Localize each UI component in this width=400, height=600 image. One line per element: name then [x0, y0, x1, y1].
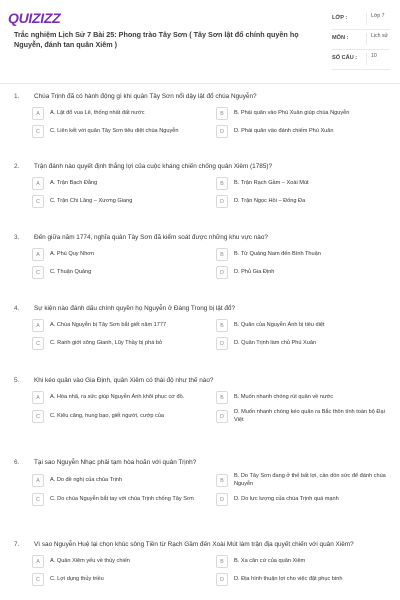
option-text: D. Trận Ngọc Hồi – Đống Đa	[234, 197, 306, 204]
answer-options	[0, 391, 400, 429]
option-letter-box: B	[216, 319, 228, 332]
option-letter-box: A	[32, 248, 44, 261]
option-letter-box: D	[216, 266, 228, 279]
meta-row-grade	[332, 10, 390, 30]
answer-option-d[interactable]	[216, 195, 388, 208]
option-text: A. Lật đổ vua Lê, thống nhất đất nước	[50, 109, 145, 116]
option-letter-box: A	[32, 555, 44, 568]
option-text: C. Trận Chi Lăng – Xương Giang	[50, 197, 133, 204]
answer-option-d[interactable]	[216, 409, 388, 424]
option-text: C. Liên kết với quân Tây Sơn tiêu diệt chúa Nguyễn	[50, 127, 179, 134]
question-number: 1.	[14, 93, 20, 100]
answer-option-d[interactable]	[216, 125, 388, 138]
option-text: D. Quân Trịnh làm chủ Phú Xuân	[234, 339, 317, 346]
question-text: Tại sao Nguyễn Nhạc phải tạm hòa hoãn với quân Trịnh?	[34, 459, 197, 466]
option-text: C. Lợi dụng thủy triều	[50, 575, 104, 582]
option-text: A. Do đề nghị của chúa Trịnh	[50, 476, 123, 483]
question-text: Đến giữa năm 1774, nghĩa quân Tây Sơn đã kiểm soát được những khu vực nào?	[34, 234, 268, 241]
question-header	[0, 233, 400, 242]
question-number: 7.	[14, 541, 20, 548]
option-letter-box: D	[216, 195, 228, 208]
question-number: 5.	[14, 377, 20, 384]
answer-option-b[interactable]	[216, 391, 388, 404]
question-5	[0, 376, 400, 429]
option-text: A. Trận Bạch Đằng	[50, 179, 98, 186]
answer-option-b[interactable]	[216, 107, 388, 120]
question-header	[0, 304, 400, 313]
answer-option-c[interactable]	[32, 493, 204, 506]
answer-option-b[interactable]	[216, 177, 388, 190]
question-2	[0, 162, 400, 213]
option-letter-box: C	[32, 573, 44, 586]
answer-option-a[interactable]	[32, 107, 204, 120]
meta-value: Lớp 7	[366, 13, 390, 25]
option-letter-box: C	[32, 493, 44, 506]
answer-option-c[interactable]	[32, 125, 204, 138]
question-header	[0, 92, 400, 101]
question-text: Khi kéo quân vào Gia Định, quân Xiêm có thái độ như thế nào?	[34, 377, 214, 384]
question-text: Sự kiện nào đánh dấu chính quyền họ Nguyễn ở Đàng Trong bị lật đổ?	[34, 305, 236, 312]
option-letter-box: B	[216, 391, 228, 404]
option-text: D. Do lực lượng của chúa Trịnh quá mạnh	[234, 495, 339, 502]
question-header	[0, 376, 400, 385]
option-letter-box: B	[216, 555, 228, 568]
answer-option-a[interactable]	[32, 177, 204, 190]
meta-row-subject	[332, 30, 390, 50]
option-letter-box: D	[216, 573, 228, 586]
question-header	[0, 540, 400, 549]
option-text: A. Quân Xiêm yếu về thủy chiến	[50, 557, 130, 564]
answer-option-c[interactable]	[32, 409, 204, 424]
quiz-title: Trắc nghiệm Lịch Sử 7 Bài 25: Phong trào Tây Sơn ( Tây Sơn lật đổ chính quyền họ Nguyễn, đánh tan quân Xiêm )	[14, 30, 299, 49]
option-letter-box: D	[216, 410, 228, 423]
option-text: B. Trận Rạch Gầm – Xoài Mút	[234, 179, 309, 186]
option-letter-box: A	[32, 177, 44, 190]
answer-option-c[interactable]	[32, 266, 204, 279]
question-6	[0, 458, 400, 511]
answer-option-a[interactable]	[32, 248, 204, 261]
question-4	[0, 304, 400, 355]
answer-options	[0, 107, 400, 143]
option-text: B. Do Tây Sơn đang ở thế bất lợi, cần dồn sức để đánh chúa Nguyễn	[234, 473, 386, 487]
option-text: D. Địa hình thuận lợi cho việc đặt phục binh	[234, 575, 343, 582]
question-header	[0, 162, 400, 171]
answer-option-c[interactable]	[32, 337, 204, 350]
option-text: D. Phủ Gia Định	[234, 268, 275, 275]
meta-row-count	[332, 50, 390, 70]
option-text: B. Phái quân vào Phú Xuân giúp chúa Nguyễn	[234, 109, 350, 116]
answer-option-b[interactable]	[216, 248, 388, 261]
option-letter-box: B	[216, 177, 228, 190]
answer-option-c[interactable]	[32, 195, 204, 208]
option-letter-box: B	[216, 474, 228, 487]
option-text: B. Muốn nhanh chóng rút quân về nước	[234, 393, 334, 400]
question-text: Chúa Trịnh đã có hành động gì khi quân Tây Sơn nổi dậy lật đổ chúa Nguyễn?	[34, 93, 257, 100]
meta-label: MÔN :	[332, 35, 349, 41]
answer-option-a[interactable]	[32, 319, 204, 332]
option-letter-box: C	[32, 337, 44, 350]
answer-options	[0, 177, 400, 213]
answer-option-d[interactable]	[216, 266, 388, 279]
option-text: A. Hòa nhã, ra sức giúp Nguyễn Ánh khôi phục cơ đồ.	[50, 393, 185, 400]
meta-value: Lịch sử	[366, 33, 390, 45]
option-letter-box: D	[216, 337, 228, 350]
question-3	[0, 233, 400, 284]
option-letter-box: D	[216, 125, 228, 138]
option-text: C. Ranh giới sông Gianh, Lũy Thầy bị phá bỏ	[50, 339, 163, 346]
option-letter-box: A	[32, 474, 44, 487]
option-text: C. Kiêu căng, hung bạo, giết người, cướp của	[50, 412, 165, 419]
option-letter-box: C	[32, 266, 44, 279]
question-number: 3.	[14, 234, 20, 241]
option-text: C. Thuận Quảng	[50, 268, 92, 275]
question-7	[0, 540, 400, 591]
answer-options	[0, 319, 400, 355]
option-letter-box: D	[216, 493, 228, 506]
question-text: Vì sao Nguyễn Huệ lại chọn khúc sông Tiền từ Rạch Gầm đến Xoài Mút làm trận địa quyết chiến với quân Xiêm?	[34, 541, 354, 548]
option-letter-box: A	[32, 107, 44, 120]
option-text: A. Chúa Nguyễn bị Tây Sơn bắt giết năm 1777	[50, 321, 167, 328]
answer-option-d[interactable]	[216, 573, 388, 586]
answer-option-b[interactable]	[216, 473, 388, 488]
question-number: 4.	[14, 305, 20, 312]
question-text: Trận đánh nào quyết định thắng lợi của cuộc kháng chiến chống quân Xiêm (1785)?	[34, 163, 273, 170]
quiz-header	[0, 0, 400, 84]
quiz-meta	[332, 10, 390, 70]
option-letter-box: B	[216, 248, 228, 261]
answer-option-d[interactable]	[216, 493, 388, 506]
answer-option-a[interactable]	[32, 555, 204, 568]
question-header	[0, 458, 400, 467]
option-letter-box: C	[32, 410, 44, 423]
answer-option-b[interactable]	[216, 555, 388, 568]
answer-option-b[interactable]	[216, 319, 388, 332]
meta-value: 10	[366, 53, 390, 65]
answer-option-a[interactable]	[32, 473, 204, 488]
option-letter-box: A	[32, 319, 44, 332]
option-letter-box: C	[32, 195, 44, 208]
question-1	[0, 92, 400, 143]
question-number: 6.	[14, 459, 20, 466]
option-text: C. Do chúa Nguyễn bắt tay với chúa Trịnh chống Tây Sơn	[50, 495, 194, 502]
answer-options	[0, 473, 400, 511]
answer-option-d[interactable]	[216, 337, 388, 350]
option-text: B. Từ Quảng Nam đến Bình Thuận	[234, 250, 321, 257]
answer-option-c[interactable]	[32, 573, 204, 586]
answer-options	[0, 248, 400, 284]
quizizz-logo: QUIZIZZ	[8, 10, 61, 26]
option-letter-box: B	[216, 107, 228, 120]
question-number: 2.	[14, 163, 20, 170]
answer-options	[0, 555, 400, 591]
answer-option-a[interactable]	[32, 391, 204, 404]
option-letter-box: A	[32, 391, 44, 404]
option-text: A. Phú Quy Nhơn	[50, 250, 95, 257]
option-text: B. Xa căn cứ của quân Xiêm	[234, 557, 306, 564]
option-text: B. Quân của Nguyễn Ánh bị tiêu diệt	[234, 321, 325, 328]
option-letter-box: C	[32, 125, 44, 138]
option-text: D. Phái quân vào đánh chiếm Phú Xuân	[234, 127, 334, 134]
option-text: D. Muốn nhanh chóng kéo quân ra Bắc thôn tính toàn bộ Đại Việt	[234, 409, 385, 423]
meta-label: SỐ CÂU :	[332, 55, 358, 61]
meta-label: LỚP :	[332, 15, 348, 21]
